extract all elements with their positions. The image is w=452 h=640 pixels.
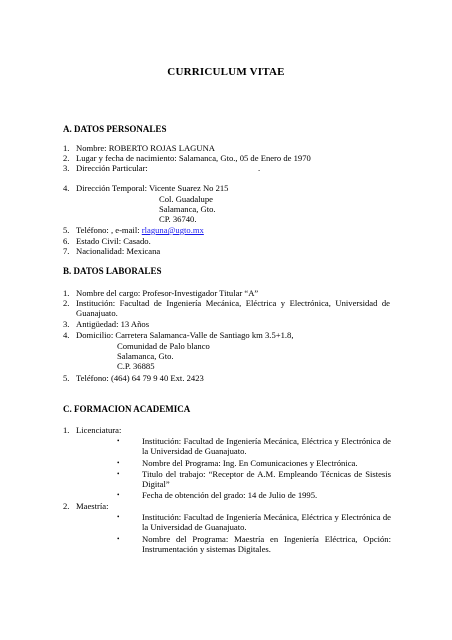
section-heading-academic: C. FORMACION ACADEMICA (63, 404, 191, 414)
cv-page: CURRICULUM VITAE A. DATOS PERSONALES 1. Nombre: ROBERTO ROJAS LAGUNA 2. Lugar y fecha de nacimiento: Salamanca, Gto., 05 de Enero de 1970 3. Dirección Particular: . 4. Dirección Temporal: Vicente Suarez No 215 Col. Guadalupe Salamanca, Gto. CP. 36740. 5. Teléfono: , e-mail: rlaguna@ugto.mx 6. Estado Civil: Casado. 7. Nacionalidad: Mexicana B. DATOS LABORALES 1. Nombre del cargo: Profesor-Investigador Titular “A” 2. Institución: Facultad de Ingeniería Mecánica, Eléctrica y Electrónica, Universidad de Guanajuato. 3. Antigüedad: 13 Años 4. Domicilio: Carretera Salamanca-Valle de Santiago km 3.5+1.8, Comunidad de Palo blanco Salamanca, Gto. C.P. 36885 5. Teléfono: (464) 64 79 9 40 Ext. 2423 C. FORMACION ACADEMICA 1. Licenciatura: • Institución: Facultad de Ingeniería Mecánica, Eléctrica y Electrónica de la Universidad de Guanajuato. • Nombre del Programa: Ing. En Comunicaciones y Electrónica. • Titulo del trabajo: “Receptor de A.M. Empleando Técnicas de Sistesis Digital” • Fecha de obtención del grado: 14 de Julio de 1995. 2. Maestría: • Institución: Facultad de Ingeniería Mecánica, Eléctrica y Electrónica de la Universidad de Guanajuato. • Nombre del Programa: Maestría en Ingeniería Eléctrica, Opción: Instrumentación y sistemas Digitales. (0, 0, 452, 640)
section-heading-personal: A. DATOS PERSONALES (63, 124, 167, 134)
email-link[interactable]: rlaguna@ugto.mx (141, 225, 204, 235)
page-title: CURRICULUM VITAE (167, 66, 285, 78)
section-heading-work: B. DATOS LABORALES (63, 266, 162, 276)
